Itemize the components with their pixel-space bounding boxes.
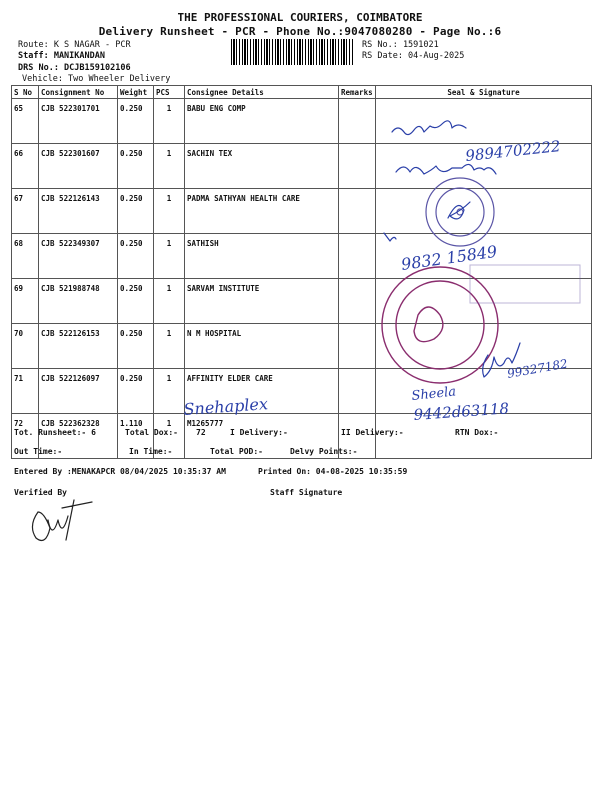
printed-on: Printed On: 04-08-2025 10:35:59 (258, 467, 408, 476)
cell-consignee: PADMA SATHYAN HEALTH CARE (185, 189, 339, 234)
cell-weight: 0.250 (118, 279, 154, 324)
col-header-pcs: PCS (154, 86, 185, 99)
cell-weight: 0.250 (118, 234, 154, 279)
col-header-weight: Weight (118, 86, 154, 99)
handwritten-name-1: Sheela (410, 384, 457, 404)
cell-consignee: AFFINITY ELDER CARE (185, 369, 339, 414)
handwritten-name-2: Snehaplex (182, 394, 269, 419)
cell-consignee: SARVAM INSTITUTE (185, 279, 339, 324)
total-dox-label: Total Dox:- (125, 428, 178, 437)
handwritten-signature-tamil-1 (392, 121, 466, 135)
delvy-points-label: Delvy Points:- (290, 447, 358, 456)
hospital-stamp (382, 267, 498, 383)
cell-pcs: 1 (154, 189, 185, 234)
cell-pcs: 1 (154, 414, 185, 459)
cell-consignee: BABU ENG COMP (185, 99, 339, 144)
staff-signature-label: Staff Signature (270, 488, 343, 497)
cell-sno: 71 (12, 369, 39, 414)
handwritten-phone-4: 9442d63118 (413, 399, 510, 424)
col-header-sno: S No (12, 86, 39, 99)
runsheet-subtitle: Delivery Runsheet - PCR - Phone No.:9047080280 - Page No.:6 (98, 25, 502, 38)
cell-weight: 0.250 (118, 324, 154, 369)
cell-pcs: 1 (154, 99, 185, 144)
cell-consignment: CJB 522126097 (39, 369, 118, 414)
vehicle-label: Vehicle: Two Wheeler Delivery (22, 74, 171, 84)
cell-weight: 1.110 (118, 414, 154, 459)
seal-stamp-circular (426, 178, 494, 246)
handwritten-mark-1 (384, 233, 396, 241)
rs-number: RS No.: 1591021 (362, 40, 439, 50)
col-header-remarks: Remarks (339, 86, 376, 99)
cell-consignment: CJB 522301607 (39, 144, 118, 189)
verified-by-signature (32, 500, 92, 540)
handwritten-phone-2: 9832 15849 (399, 241, 499, 274)
cell-sno: 65 (12, 99, 39, 144)
cell-weight: 0.250 (118, 189, 154, 234)
cell-sno: 66 (12, 144, 39, 189)
out-time-label: Out Time:- (14, 447, 63, 456)
total-runsheet: Tot. Runsheet:- 6 (14, 428, 96, 437)
company-title: THE PROFESSIONAL COURIERS, COIMBATORE (177, 11, 423, 24)
cell-sno: 72 (12, 414, 39, 459)
company-stamp-rectangular (470, 265, 580, 303)
cell-consignee: M1265777 (185, 414, 339, 459)
entered-by: Entered By :MENAKAPCR 08/04/2025 10:35:37 AM (14, 467, 226, 476)
col-header-seal: Seal & Signature (376, 86, 592, 99)
cell-consignment: CJB 522362328 (39, 414, 118, 459)
cell-sno: 69 (12, 279, 39, 324)
i-delivery-label: I Delivery:- (230, 428, 288, 437)
cell-sno: 68 (12, 234, 39, 279)
total-pod-label: Total POD:- (210, 447, 263, 456)
cell-consignee: N M HOSPITAL (185, 324, 339, 369)
cell-weight: 0.250 (118, 144, 154, 189)
cell-pcs: 1 (154, 144, 185, 189)
rtn-dox-label: RTN Dox:- (455, 428, 499, 437)
cell-sno: 67 (12, 189, 39, 234)
cell-consignment: CJB 522126153 (39, 324, 118, 369)
handwritten-phone-3: 99327182 (506, 356, 569, 381)
in-time-label: In Time:- (129, 447, 173, 456)
handwritten-signature-3 (448, 202, 470, 219)
cell-consignment: CJB 522126143 (39, 189, 118, 234)
cell-consignee: SATHISH (185, 234, 339, 279)
cell-pcs: 1 (154, 324, 185, 369)
cell-consignee: SACHIN TEX (185, 144, 339, 189)
staff-label: Staff: MANIKANDAN (18, 51, 105, 61)
cell-sno: 70 (12, 324, 39, 369)
cell-consignment: CJB 522301701 (39, 99, 118, 144)
total-dox-value: 72 (196, 428, 206, 437)
drs-number: DRS No.: DCJB159102106 (18, 63, 131, 73)
cell-consignment: CJB 522349307 (39, 234, 118, 279)
cell-weight: 0.250 (118, 369, 154, 414)
verified-by-label: Verified By (14, 488, 67, 497)
col-header-consignee: Consignee Details (185, 86, 339, 99)
cell-weight: 0.250 (118, 99, 154, 144)
handwritten-signature-tamil-2 (396, 164, 496, 174)
col-header-consignment: Consignment No (39, 86, 118, 99)
cell-pcs: 1 (154, 279, 185, 324)
rs-date: RS Date: 04-Aug-2025 (362, 51, 465, 61)
route-label: Route: K S NAGAR - PCR (18, 40, 131, 50)
cell-pcs: 1 (154, 369, 185, 414)
cell-pcs: 1 (154, 234, 185, 279)
cell-consignment: CJB 521988748 (39, 279, 118, 324)
handwritten-phone-1: 9894702222 (464, 137, 562, 165)
ii-delivery-label: II Delivery:- (341, 428, 404, 437)
